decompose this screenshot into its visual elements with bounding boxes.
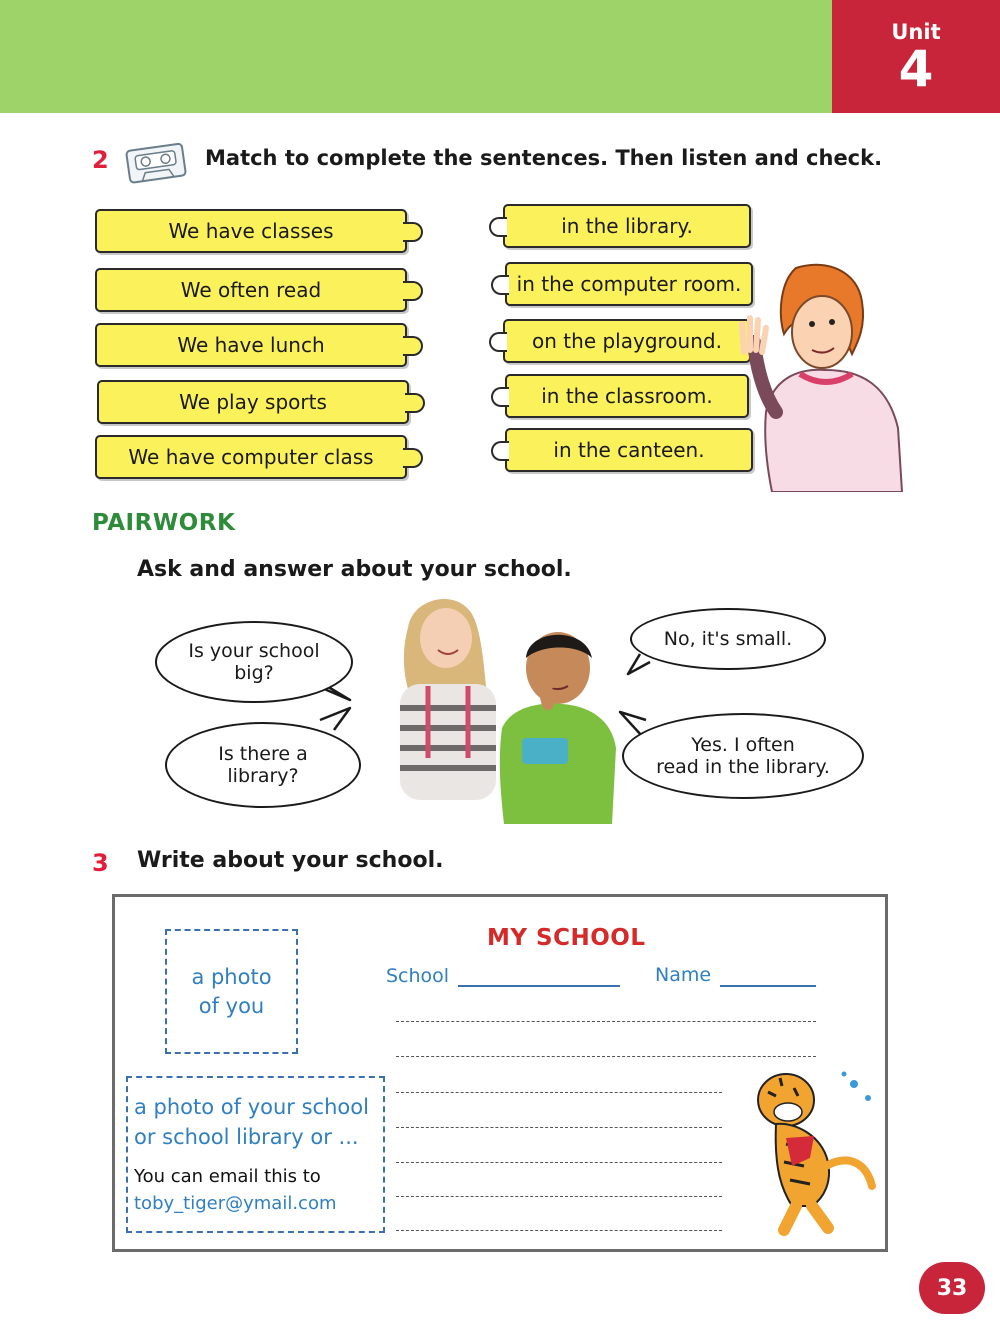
left-piece-text: We have lunch [177, 333, 325, 357]
puzzle-slot [489, 332, 507, 352]
name-field[interactable] [720, 985, 816, 987]
speech-bubble-answer-2 [622, 713, 864, 799]
teacher-illustration [736, 262, 914, 492]
right-piece-text: in the classroom. [541, 384, 713, 408]
right-piece-5[interactable] [505, 428, 753, 472]
tiger-illustration [736, 1066, 884, 1236]
unit-tab [832, 0, 1000, 113]
form-title: MY SCHOOL [487, 925, 646, 951]
left-piece-2[interactable] [95, 268, 407, 312]
left-piece-4[interactable] [97, 380, 409, 424]
puzzle-slot [491, 387, 509, 407]
photo-of-you-label: a photo of you [191, 964, 272, 1018]
right-piece-text: in the canteen. [553, 438, 705, 462]
exercise-2-number: 2 [92, 146, 109, 174]
children-photo [372, 588, 622, 824]
header-band [0, 0, 832, 113]
bubble-text: Yes. I often read in the library. [656, 734, 830, 778]
unit-label: Unit [891, 20, 941, 44]
email-note: You can email this to [134, 1166, 321, 1187]
photo-school-line-2: or school library or ... [134, 1125, 359, 1149]
left-piece-5[interactable] [95, 435, 407, 479]
puzzle-tab [403, 281, 423, 301]
name-field-label: Name [655, 964, 712, 986]
writing-line-6[interactable] [396, 1196, 722, 1197]
school-field-label: School [386, 965, 450, 987]
email-address[interactable]: toby_tiger@ymail.com [134, 1193, 337, 1214]
pairwork-heading: PAIRWORK [92, 510, 236, 536]
puzzle-tab [403, 336, 423, 356]
bubble-text: Is your school big? [188, 640, 320, 684]
left-piece-text: We have classes [168, 219, 334, 243]
right-piece-text: in the computer room. [516, 272, 742, 296]
left-piece-text: We often read [180, 278, 322, 302]
school-field[interactable] [458, 985, 620, 987]
cassette-icon [124, 141, 190, 185]
photo-of-you-box[interactable] [165, 929, 298, 1054]
puzzle-tab [403, 222, 423, 242]
puzzle-tab [405, 393, 425, 413]
speech-bubble-question-1 [155, 621, 353, 703]
puzzle-slot [491, 441, 509, 461]
right-piece-text: in the library. [561, 214, 693, 238]
left-piece-text: We play sports [179, 390, 327, 414]
left-piece-1[interactable] [95, 209, 407, 253]
bubble-text: No, it's small. [663, 628, 793, 650]
writing-line-3[interactable] [396, 1092, 722, 1093]
speech-bubble-answer-1 [630, 608, 826, 670]
writing-line-4[interactable] [396, 1127, 722, 1128]
right-piece-2[interactable] [505, 262, 753, 306]
right-piece-text: on the playground. [532, 329, 722, 353]
bubble-text: Is there a library? [218, 743, 308, 787]
writing-line-2[interactable] [396, 1056, 816, 1057]
photo-school-line-1: a photo of your school [134, 1095, 369, 1119]
pairwork-instruction: Ask and answer about your school. [137, 557, 572, 582]
exercise-3-number: 3 [92, 849, 109, 877]
right-piece-1[interactable] [503, 204, 751, 248]
puzzle-slot [489, 217, 507, 237]
right-piece-4[interactable] [505, 374, 749, 418]
page-number: 33 [919, 1262, 985, 1314]
left-piece-text: We have computer class [128, 445, 374, 469]
puzzle-slot [491, 275, 509, 295]
writing-line-1[interactable] [396, 1021, 816, 1022]
speech-bubble-question-2 [165, 722, 361, 808]
writing-line-7[interactable] [396, 1230, 722, 1231]
left-piece-3[interactable] [95, 323, 407, 367]
right-piece-3[interactable] [503, 319, 751, 363]
exercise-2-instruction: Match to complete the sentences. Then listen and check. [205, 146, 883, 170]
writing-line-5[interactable] [396, 1162, 722, 1163]
unit-number: 4 [898, 40, 934, 98]
photo-of-school-box[interactable] [126, 1076, 385, 1233]
puzzle-tab [403, 448, 423, 468]
exercise-3-instruction: Write about your school. [137, 848, 444, 873]
